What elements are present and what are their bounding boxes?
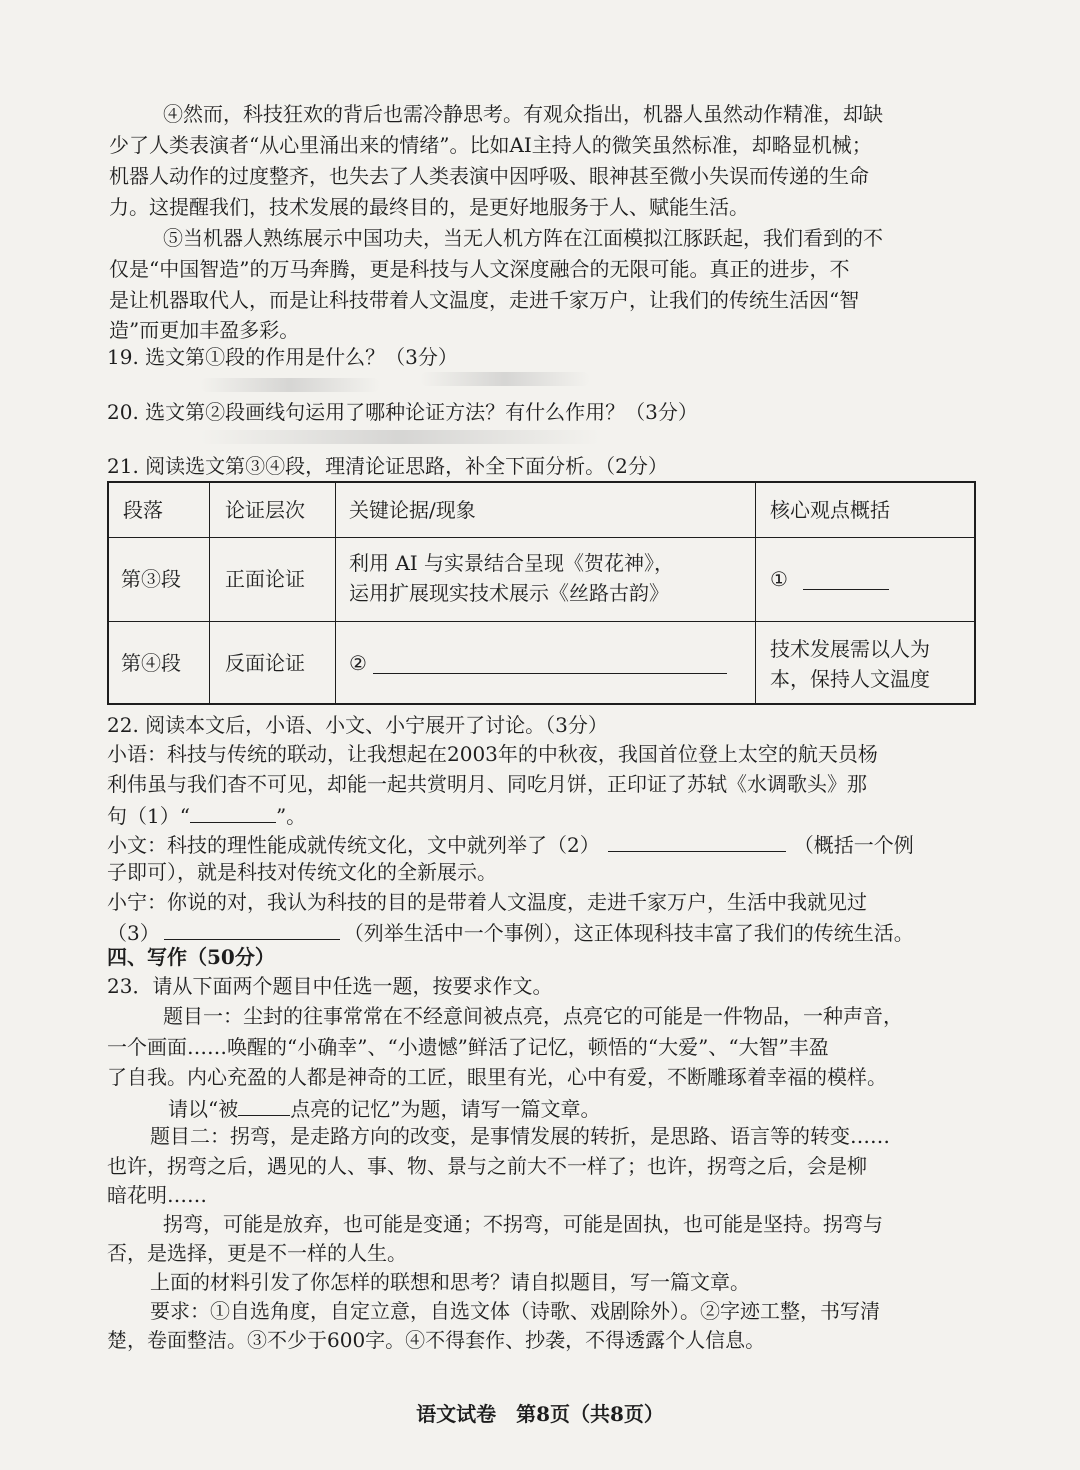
- passage-p5-line3: 是让机器取代人，而是让科技带着人文温度，走进千家万户，让我们的传统生活因“智: [109, 288, 860, 312]
- table-row2-evidence-label: ②: [349, 651, 367, 675]
- passage-p5-line2: 仅是“中国智造”的万马奔腾，更是科技与人文深度融合的无限可能。真正的进步，不: [109, 257, 850, 281]
- question-22: 22. 阅读本文后，小语、小文、小宁展开了讨论。（3分）: [107, 713, 608, 737]
- xiaowen-prefix: 小文：科技的理性能成就传统文化，文中就列举了（2）: [107, 833, 600, 857]
- answer-blank-1[interactable]: [803, 567, 889, 590]
- answer-blank-q22-2[interactable]: [608, 829, 786, 852]
- requirements-line2: 楚，卷面整洁。③不少于600字。④不得套作、抄袭，不得透露个人信息。: [107, 1328, 766, 1352]
- topic2-line3: 暗花明……: [107, 1183, 207, 1207]
- discussion-xiaoning-line1: 小宁：你说的对，我认为科技的目的是带着人文温度，走进千家万户，生活中我就见过: [107, 890, 867, 914]
- discussion-xiaoyu-line1: 小语：科技与传统的联动，让我想起在2003年的中秋夜，我国首位登上太空的航天员杨: [107, 742, 878, 766]
- answer-blank-2[interactable]: [373, 651, 727, 674]
- topic2-line2: 也许，拐弯之后，遇见的人、事、物、景与之前大不一样了；也许，拐弯之后，会是柳: [107, 1154, 867, 1178]
- passage-p4-line3: 机器人动作的过度整齐，也失去了人类表演中因呼吸、眼神甚至微小失误而传递的生命: [109, 164, 869, 188]
- answer-blank-q22-3[interactable]: [164, 917, 340, 940]
- page-footer: 语文试卷 第8页（共8页）: [416, 1402, 664, 1426]
- erased-answer-mark: [200, 430, 600, 444]
- passage-p5-line1: ⑤当机器人熟练展示中国功夫，当无人机方阵在江面模拟江豚跃起，我们看到的不: [163, 226, 883, 250]
- passage-p5-line4: 造”而更加丰盈多彩。: [109, 318, 300, 342]
- passage-p4-line2: 少了人类表演者“从心里涌出来的情绪”。比如AI主持人的微笑虽然标准，却略显机械；: [109, 133, 872, 157]
- table-header-level: 论证层次: [225, 498, 305, 522]
- table-row2-level: 反面论证: [225, 651, 305, 675]
- topic1-title-prefix: 请以“被: [168, 1097, 239, 1121]
- table-row1-point-label: ①: [770, 567, 788, 591]
- passage-p4-line1: ④然而，科技狂欢的背后也需冷静思考。有观众指出，机器人虽然动作精准，却缺: [163, 102, 883, 126]
- erased-answer-mark: [200, 378, 380, 392]
- table-header-para: 段落: [123, 498, 163, 522]
- table-header-evidence: 关键论据/现象: [349, 498, 476, 522]
- topic1-line3: 了自我。内心充盈的人都是神奇的工匠，眼里有光，心中有爱，不断雕琢着幸福的模样。: [107, 1065, 887, 1089]
- table-row1-para: 第③段: [121, 567, 181, 591]
- table-row1-level: 正面论证: [225, 567, 305, 591]
- topic2-line4: 拐弯，可能是放弃，也可能是变通；不拐弯，可能是固执，也可能是坚持。拐弯与: [163, 1212, 883, 1236]
- analysis-table: [107, 481, 976, 705]
- requirements-line1: 要求：①自选角度，自定立意，自选文体（诗歌、戏剧除外）。②字迹工整，书写清: [150, 1299, 880, 1323]
- answer-blank-q22-1[interactable]: [190, 800, 276, 823]
- topic2-line1: 题目二：拐弯，是走路方向的改变，是事情发展的转折，是思路、语言等的转变……: [150, 1124, 890, 1148]
- question-20: 20. 选文第②段画线句运用了哪种论证方法？有什么作用？（3分）: [107, 400, 698, 424]
- topic1-title-suffix: 点亮的记忆”为题，请写一篇文章。: [290, 1097, 601, 1121]
- xiaoning-suffix: （列举生活中一个事例），这正体现科技丰富了我们的传统生活。: [343, 921, 914, 945]
- question-23: 23．请从下面两个题目中任选一题，按要求作文。: [107, 974, 553, 998]
- topic1-line1: 题目一：尘封的往事常常在不经意间被点亮，点亮它的可能是一件物品，一种声音，: [163, 1004, 903, 1028]
- topic2-line6: 上面的材料引发了你怎样的联想和思考？请自拟题目，写一篇文章。: [150, 1270, 750, 1294]
- topic2-line5: 否，是选择，更是不一样的人生。: [107, 1241, 407, 1265]
- erased-answer-mark: [420, 372, 590, 386]
- table-row2-point-line2: 本，保持人文温度: [770, 667, 930, 691]
- title-blank[interactable]: [238, 1093, 290, 1116]
- table-header-point: 核心观点概括: [770, 498, 890, 522]
- table-row2-para: 第④段: [121, 651, 181, 675]
- discussion-xiaoyu-line3: [107, 800, 306, 830]
- question-21: 21. 阅读选文第③④段，理清论证思路，补全下面分析。（2分）: [107, 454, 668, 478]
- discussion-xiaowen-line2: 子即可），就是科技对传统文化的全新展示。: [107, 860, 497, 884]
- table-row1-evidence-line2: 运用扩展现实技术展示《丝路古韵》: [349, 581, 669, 605]
- xiaoning-prefix: （3）: [107, 921, 160, 945]
- xiaowen-suffix: （概括一个例: [793, 833, 914, 857]
- question-19: 19. 选文第①段的作用是什么？（3分）: [107, 345, 458, 369]
- table-row2-point-line1: 技术发展需以人为: [770, 637, 930, 661]
- discussion-xiaowen-line1: [107, 829, 914, 859]
- passage-p4-line4: 力。这提醒我们，技术发展的最终目的，是更好地服务于人、赋能生活。: [109, 195, 749, 219]
- discussion-xiaoyu-line2: 利伟虽与我们杳不可见，却能一起共赏明月、同吃月饼，正印证了苏轼《水调歌头》那: [107, 772, 867, 796]
- xiaoyu-suffix: ”。: [275, 804, 307, 828]
- xiaoyu-prefix: 句（1）“: [107, 804, 190, 828]
- topic1-line2: 一个画面……唤醒的“小确幸”、“小遗憾”鲜活了记忆，顿悟的“大爱”、“大智”丰盈: [107, 1035, 829, 1059]
- topic1-line4: [168, 1093, 600, 1123]
- table-row1-evidence-line1: 利用 AI 与实景结合呈现《贺花神》，: [349, 551, 675, 575]
- section-writing-heading: 四、写作（50分）: [107, 945, 275, 969]
